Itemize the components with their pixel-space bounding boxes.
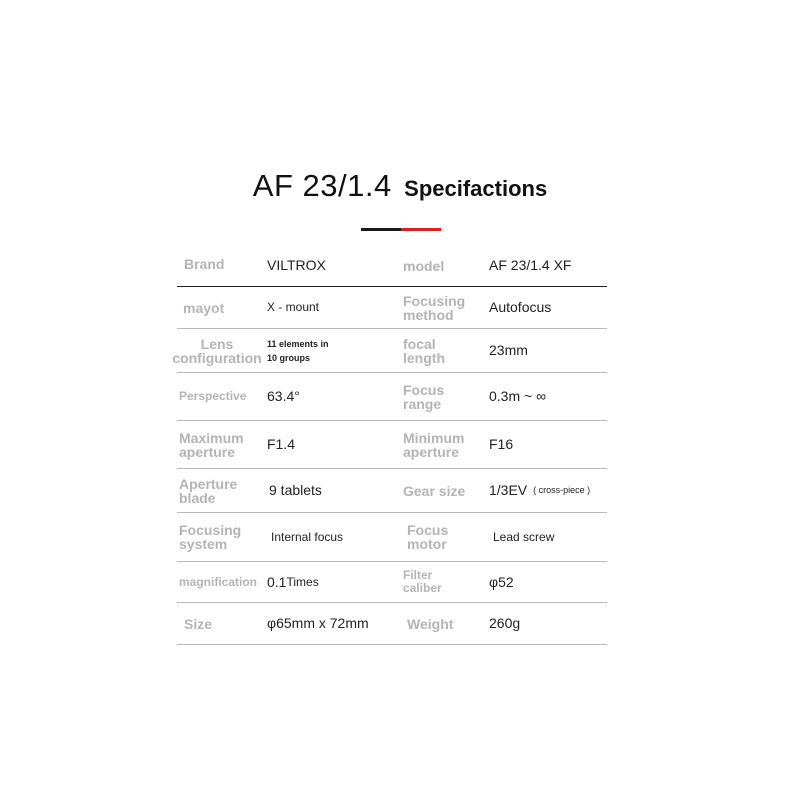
underline-red-segment xyxy=(401,228,441,231)
spec-label: Maximum aperture xyxy=(179,429,244,460)
spec-value-unit: Times xyxy=(286,574,319,589)
spec-label: Focus range xyxy=(403,381,445,412)
underline-dark-segment xyxy=(361,228,401,231)
spec-row-focusing xyxy=(177,513,607,562)
spec-value: VILTROX xyxy=(267,257,326,273)
spec-label: Focusing system xyxy=(179,522,242,552)
spec-label: mayot xyxy=(183,299,225,316)
title-underline xyxy=(361,228,441,231)
spec-label: Size xyxy=(184,615,213,632)
spec-value: AF 23/1.4 XF xyxy=(489,257,572,273)
spec-row-magnification xyxy=(177,562,607,603)
page-title xyxy=(0,168,800,204)
spec-value: 9 tablets xyxy=(269,482,322,498)
spec-label: Weight xyxy=(407,615,454,632)
spec-value-note: ( cross-piece ) xyxy=(533,485,591,495)
lens-model-title: AF 23/1.4 xyxy=(252,168,392,203)
spec-label: Focusing method xyxy=(403,292,466,323)
spec-row-perspective xyxy=(177,373,607,421)
spec-label: focal length xyxy=(403,335,445,366)
spec-label: Brand xyxy=(184,256,225,272)
spec-value: X - mount xyxy=(267,300,320,314)
spec-value: φ65mm x 72mm xyxy=(267,615,369,631)
spec-value: Internal focus xyxy=(271,529,344,544)
spec-label: Aperture blade xyxy=(179,475,238,506)
spec-value: 11 elements in 10 groups xyxy=(267,338,329,363)
spec-value: Autofocus xyxy=(489,299,552,315)
spec-label: Perspective xyxy=(179,389,247,403)
spec-label: magnification xyxy=(179,574,258,589)
spec-value: 1/3EV xyxy=(489,482,528,498)
spec-value: 0.1 xyxy=(267,573,287,590)
spec-value: φ52 xyxy=(489,573,514,590)
specifications-title: Specifactions xyxy=(404,176,548,201)
spec-value: 0.3m ~ ∞ xyxy=(489,388,547,404)
spec-row-size-weight xyxy=(177,603,607,645)
spec-table xyxy=(172,245,607,645)
spec-label: Filter caliber xyxy=(403,568,442,595)
spec-value: F16 xyxy=(489,436,514,452)
spec-label: Lens configuration xyxy=(172,335,262,366)
spec-value: 260g xyxy=(489,615,521,631)
spec-label: model xyxy=(403,257,445,274)
spec-row-aperture-range xyxy=(177,421,607,469)
spec-value: F1.4 xyxy=(267,436,296,452)
spec-row-lens-configuration xyxy=(172,329,607,373)
spec-label: Minimum aperture xyxy=(403,429,465,460)
spec-label: Gear size xyxy=(403,482,466,499)
spec-value: 63.4° xyxy=(267,388,300,404)
spec-value: Lead screw xyxy=(493,529,555,544)
spec-value: 23mm xyxy=(489,342,528,358)
spec-label: Focus motor xyxy=(407,522,449,552)
spec-row-mount xyxy=(177,287,607,329)
spec-row-brand xyxy=(177,245,607,287)
spec-row-aperture-blade xyxy=(177,469,607,513)
